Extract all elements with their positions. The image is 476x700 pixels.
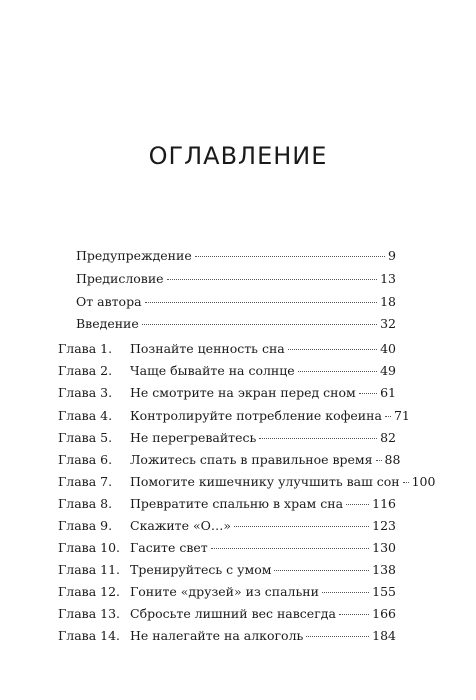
toc-entry-front[interactable] (76, 293, 396, 311)
toc-entry-title: От автора (76, 294, 142, 309)
chapter-number: Глава 6. (58, 452, 113, 467)
toc-entry-chapter[interactable] (58, 473, 436, 491)
toc-entry-page: 155 (372, 584, 396, 599)
toc-entry-page: 9 (388, 248, 396, 263)
dot-leader (274, 570, 369, 571)
toc-entry-title: Помогите кишечнику улучшить ваш сон (130, 474, 400, 489)
toc-entry-title: Гоните «друзей» из спальни (130, 584, 319, 599)
toc-entry-chapter[interactable] (58, 384, 396, 402)
toc-entry-page: 123 (372, 518, 396, 533)
toc-entry-page: 138 (372, 562, 396, 577)
chapter-number: Глава 9. (58, 518, 113, 533)
toc-entry-front[interactable] (76, 315, 396, 333)
chapter-number: Глава 4. (58, 408, 113, 423)
toc-entry-chapter[interactable] (58, 451, 401, 469)
dot-leader (259, 438, 377, 439)
dot-leader (346, 504, 369, 505)
dot-leader (403, 482, 409, 483)
toc-entry-page: 71 (393, 408, 410, 423)
toc-entry-page: 130 (372, 540, 396, 555)
toc-entry-title: Гасите свет (130, 540, 208, 555)
toc-entry-page: 82 (380, 430, 396, 445)
toc-entry-chapter[interactable] (58, 561, 396, 579)
toc-entry-chapter[interactable] (58, 517, 396, 535)
toc-entry-page: 184 (372, 628, 396, 643)
dot-leader (298, 371, 377, 372)
toc-entry-title: Сбросьте лишний вес навсегда (130, 606, 336, 621)
chapter-number: Глава 5. (58, 430, 113, 445)
toc-entry-title: Введение (76, 316, 139, 331)
chapter-number: Глава 11. (58, 562, 121, 577)
toc-entry-title: Чаще бывайте на солнце (130, 363, 295, 378)
toc-entry-title: Не перегревайтесь (130, 430, 257, 445)
toc-entry-chapter[interactable] (58, 605, 396, 623)
chapter-number: Глава 14. (58, 628, 121, 643)
dot-leader (142, 324, 377, 325)
toc-entry-title: Не смотрите на экран перед сном (130, 385, 356, 400)
toc-entry-page: 13 (380, 271, 396, 286)
toc-entry-title: Тренируйтесь с умом (130, 562, 272, 577)
page-title: ОГЛАВЛЕНИЕ (148, 142, 328, 170)
toc-entry-title: Контролируйте потребление кофеина (130, 408, 382, 423)
chapter-number: Глава 7. (58, 474, 113, 489)
toc-entry-title: Предупреждение (76, 248, 192, 263)
chapter-number: Глава 2. (58, 363, 113, 378)
toc-entry-page: 32 (380, 316, 396, 331)
chapter-number: Глава 13. (58, 606, 121, 621)
chapter-number: Глава 10. (58, 540, 121, 555)
toc-entry-title: Предисловие (76, 271, 164, 286)
dot-leader (385, 416, 391, 417)
toc-entry-title: Скажите «О…» (130, 518, 231, 533)
toc-entry-chapter[interactable] (58, 495, 396, 513)
toc-entry-page: 116 (372, 496, 396, 511)
dot-leader (167, 279, 378, 280)
toc-entry-chapter[interactable] (58, 407, 410, 425)
dot-leader (339, 614, 369, 615)
toc-entry-chapter[interactable] (58, 583, 396, 601)
dot-leader (211, 548, 369, 549)
dot-leader (306, 636, 369, 637)
page-bottom-edge (0, 696, 476, 700)
toc-entry-page: 166 (372, 606, 396, 621)
toc-entry-page: 49 (380, 363, 396, 378)
toc-entry-page: 18 (380, 294, 396, 309)
toc-entry-chapter[interactable] (58, 627, 396, 645)
toc-entry-page: 88 (384, 452, 401, 467)
dot-leader (288, 349, 377, 350)
toc-entry-page: 40 (380, 341, 396, 356)
dot-leader (359, 393, 377, 394)
toc-entry-title: Не налегайте на алкоголь (130, 628, 304, 643)
toc-entry-title: Ложитесь спать в правильное время (130, 452, 373, 467)
dot-leader (322, 592, 369, 593)
chapter-number: Глава 12. (58, 584, 121, 599)
toc-entry-title: Превратите спальню в храм сна (130, 496, 344, 511)
dot-leader (234, 526, 369, 527)
chapter-number: Глава 1. (58, 341, 113, 356)
toc-entry-front[interactable] (76, 270, 396, 288)
toc-entry-chapter[interactable] (58, 340, 396, 358)
toc-entry-chapter[interactable] (58, 362, 396, 380)
toc-entry-page: 61 (380, 385, 396, 400)
dot-leader (195, 256, 385, 257)
toc-entry-chapter[interactable] (58, 539, 396, 557)
toc-entry-page: 100 (411, 474, 436, 489)
toc-entry-front[interactable] (76, 247, 396, 265)
chapter-number: Глава 3. (58, 385, 113, 400)
dot-leader (376, 460, 382, 461)
dot-leader (145, 302, 378, 303)
toc-entry-chapter[interactable] (58, 429, 396, 447)
toc-entry-title: Познайте ценность сна (130, 341, 285, 356)
chapter-number: Глава 8. (58, 496, 113, 511)
